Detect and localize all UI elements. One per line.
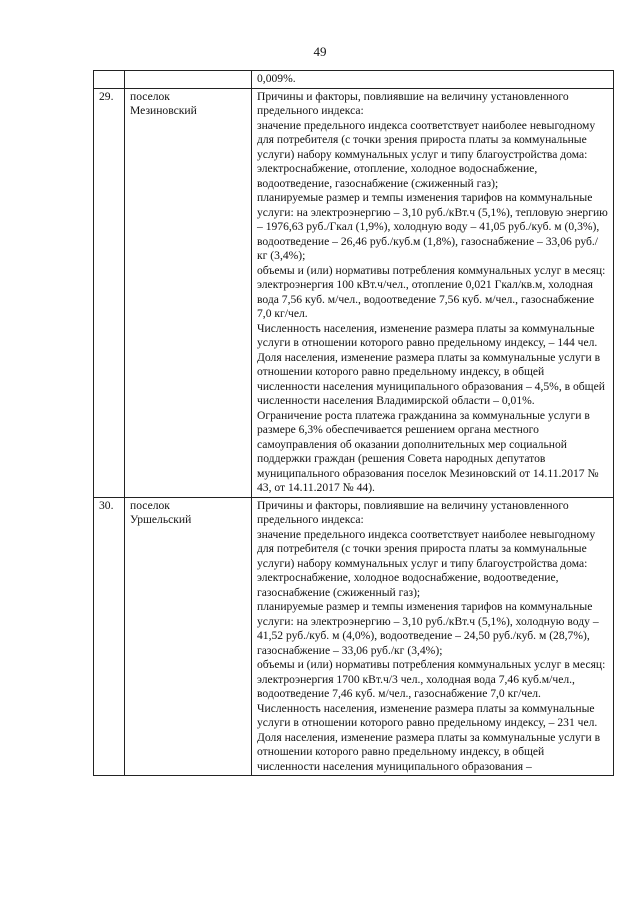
paragraph: Причины и факторы, повлиявшие на величину установленного предельного индекса: (257, 498, 569, 526)
paragraph: значение предельного индекса соответствует наиболее невыгодному для потребителя (с точки зрения прироста платы за коммунальные услуги) набору коммунальных услуг и типу благоустройства дома: электроснабжение, отопление, холодное водоснабжение, водоотведение, газоснабжение (сжиженный газ); (257, 118, 596, 190)
table-row (94, 88, 614, 497)
data-table (93, 70, 614, 776)
paragraph: Численность населения, изменение размера платы за коммунальные услуги в отношении которого равно предельному индексу, – 231 чел. (257, 701, 598, 729)
row-number (94, 71, 125, 89)
row-content (252, 71, 614, 89)
paragraph: Численность населения, изменение размера платы за коммунальные услуги в отношении которого равно предельному индексу, – 144 чел. (257, 321, 598, 349)
paragraph: Доля населения, изменение размера платы за коммунальные услуги в отношении которого равно предельному индексу, в общей численности населения муниципального образования – (257, 730, 601, 773)
paragraph: значение предельного индекса соответствует наиболее невыгодному для потребителя (с точки зрения прироста платы за коммунальные услуги) набору коммунальных услуг и типу благоустройства дома: электроснабжение, холодное водоснабжение, водоотведение, газоснабжение (сжиженный газ); (257, 527, 596, 599)
row-content (252, 88, 614, 497)
page-number: 49 (313, 44, 327, 59)
row-number: 30. (94, 497, 125, 776)
paragraph: Доля населения, изменение размера платы за коммунальные услуги в отношении которого равно предельному индексу, в общей численности населения муниципального образования – 4,5%, в общей численности населения Владимирской области – 0,01%. (257, 350, 605, 407)
paragraph: объемы и (или) нормативы потребления коммунальных услуг в месяц: электроэнергия 100 кВт.ч/чел., отопление 0,021 Гкал/кв.м, холодная вода 7,56 куб. м/чел., водоотведение 7,56 куб. м/чел., газоснабжение 7,0 кг/чел. (257, 263, 606, 320)
paragraph: планируемые размер и темпы изменения тарифов на коммунальные услуги: на электроэнергию – 3,10 руб./кВт.ч (5,1%), холодную воду – 41,52 руб./куб. м (4,0%), водоотведение – 24,50 руб./куб. м (28,7%), газоснабжение – 33,06 руб./кг (3,4%); (257, 600, 599, 657)
paragraph: Ограничение роста платежа гражданина за коммунальные услуги в размере 6,3% обеспечивается решением органа местного самоуправления об оказании дополнительных мер социальной поддержки граждан (решения Совета народных депутатов муниципального образования поселок Мезиновский от 14.11.2017 № 43, от 14.11.2017 № 44). (257, 408, 599, 494)
row-content (252, 497, 614, 776)
settlement-name: поселок Мезиновский (125, 88, 252, 497)
table-row (94, 71, 614, 89)
row-number: 29. (94, 88, 125, 497)
paragraph: объемы и (или) нормативы потребления коммунальных услуг в месяц: электроэнергия 1700 кВт.ч/3 чел., холодная вода 7,46 куб.м/чел., водоотведение 7,46 куб. м/чел., газоснабжение 7,0 кг/чел. (257, 658, 606, 700)
paragraph: Причины и факторы, повлиявшие на величину установленного предельного индекса: (257, 89, 569, 117)
settlement-name: поселок Уршельский (125, 497, 252, 776)
table-row (94, 497, 614, 776)
paragraph: планируемые размер и темпы изменения тарифов на коммунальные услуги: на электроэнергию – 3,10 руб./кВт.ч (5,1%), тепловую энергию – 1976,63 руб./Гкал (1,9%), холодную воду – 41,05 руб./куб. м (0,3%), водоотведение – 26,46 руб./куб.м (1,8%), газоснабжение – 33,06 руб./кг (3,4%); (257, 191, 608, 262)
settlement-name (125, 71, 252, 89)
paragraph: 0,009%. (257, 72, 296, 85)
